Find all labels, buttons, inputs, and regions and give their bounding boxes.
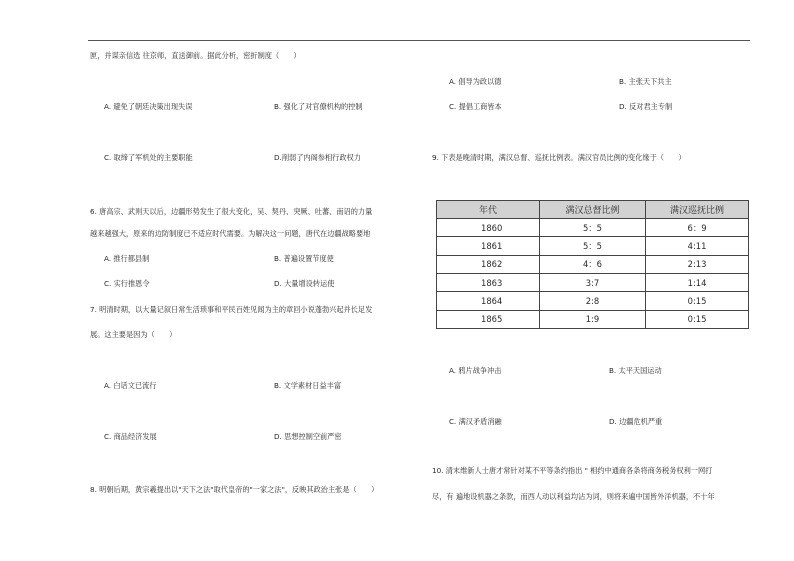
q6-stem-line2: 越来越强大，原来的边防制度已不适应时代需要。为解决这一问题，唐代在边疆战略要地 — [90, 229, 371, 238]
q7-option-c: C. 商品经济发展 — [104, 432, 157, 441]
table-cell: 0:15 — [646, 310, 749, 328]
q6-option-d: D. 大量增设转运使 — [274, 279, 335, 288]
q9-option-d: D. 边疆危机严重 — [609, 417, 663, 426]
q5-option-a: A. 避免了朝廷决策出现失误 — [104, 102, 193, 111]
q8-option-d: D. 反对君主专制 — [619, 102, 673, 111]
table-cell: 2:13 — [646, 255, 749, 273]
q10-stem-line1: 10. 清末维新人士唐才常针对某不平等条约指出 " 相约中通商各条将商务税务权利一网打 — [432, 466, 713, 475]
q6-option-a: A. 推行都县制 — [104, 254, 150, 263]
table-cell: 1860 — [437, 219, 540, 237]
table-cell: 1861 — [437, 237, 540, 255]
table-cell: 5：5 — [539, 237, 645, 255]
table-cell: 1865 — [437, 310, 540, 328]
q7-stem-line1: 7. 明清时期，以大量记叙日常生活琐事和平民百姓见闻为主的章回小说蓬勃兴起并长足发 — [90, 305, 373, 314]
q9-stem: 9. 下表是晚清时期，满汉总督、巡抚比例表。满汉官员比例的变化缘于（ ） — [432, 153, 686, 162]
table-header-row — [437, 201, 749, 219]
q6-option-b: B. 普遍设置节度使 — [274, 254, 334, 263]
q9-option-b: B. 太平天国运动 — [609, 366, 662, 375]
q9-option-c: C. 满汉矛盾消融 — [449, 417, 502, 426]
table-cell: 5：5 — [539, 219, 645, 237]
table-row — [437, 292, 749, 310]
table-row — [437, 219, 749, 237]
header-rule — [88, 40, 750, 41]
table-row — [437, 310, 749, 328]
table-header: 年代 — [437, 201, 540, 219]
q8-option-a: A. 倡导为政以德 — [449, 77, 502, 86]
q5-option-c: C. 取缔了军机处的主要职能 — [104, 153, 193, 162]
q7-option-d: D. 思想控制空前严密 — [274, 432, 342, 441]
table-header: 满汉巡抚比例 — [646, 201, 749, 219]
q10-stem-line2: 尽，有 遍地设机器之条款，而西人动以利益均沾为词，则将来遍中国皆外洋机器，不十年 — [432, 492, 715, 501]
table-cell: 6：9 — [646, 219, 749, 237]
table-row — [437, 237, 749, 255]
q5-option-d: D.削弱了内阁参相行政权力 — [274, 153, 361, 162]
table-cell: 3:7 — [539, 273, 645, 291]
q8-option-b: B. 主张天下共主 — [619, 77, 672, 86]
table-row — [437, 273, 749, 291]
table-cell: 4：6 — [539, 255, 645, 273]
table-cell: 4:11 — [646, 237, 749, 255]
table-cell: 1862 — [437, 255, 540, 273]
q5-continuation: 匣，并谋亲信选 往京师，直送御前。据此分析，密折制度（ ） — [90, 51, 301, 60]
table-row — [437, 255, 749, 273]
q6-stem-line1: 6. 唐高宗、武则天以后，边疆形势发生了很大变化，吴、契丹、突厥、吐蕃、南诏的力量 — [90, 207, 373, 216]
table-header: 满汉总督比例 — [539, 201, 645, 219]
q7-option-a: A. 白话文已流行 — [104, 381, 157, 390]
table-cell: 1:9 — [539, 310, 645, 328]
q8-stem: 8. 明朝后期，黄宗羲提出以"天下之法"取代皇帝的"一家之法"，反映其政治主张是（ ） — [90, 485, 379, 494]
table-cell: 1863 — [437, 273, 540, 291]
q5-option-b: B. 强化了对官僚机构的控制 — [274, 102, 363, 111]
official-ratio-table — [436, 200, 749, 329]
q8-option-c: C. 提倡工商皆本 — [449, 102, 502, 111]
q9-option-a: A. 鸦片战争冲击 — [449, 366, 502, 375]
table-cell: 1:14 — [646, 273, 749, 291]
table-cell: 2:8 — [539, 292, 645, 310]
table-cell: 0:15 — [646, 292, 749, 310]
table-cell: 1864 — [437, 292, 540, 310]
q6-option-c: C. 实行推恩令 — [104, 279, 150, 288]
q7-option-b: B. 文学素材日益丰富 — [274, 381, 342, 390]
q7-stem-line2: 展。这主要是因为（ ） — [90, 330, 177, 339]
